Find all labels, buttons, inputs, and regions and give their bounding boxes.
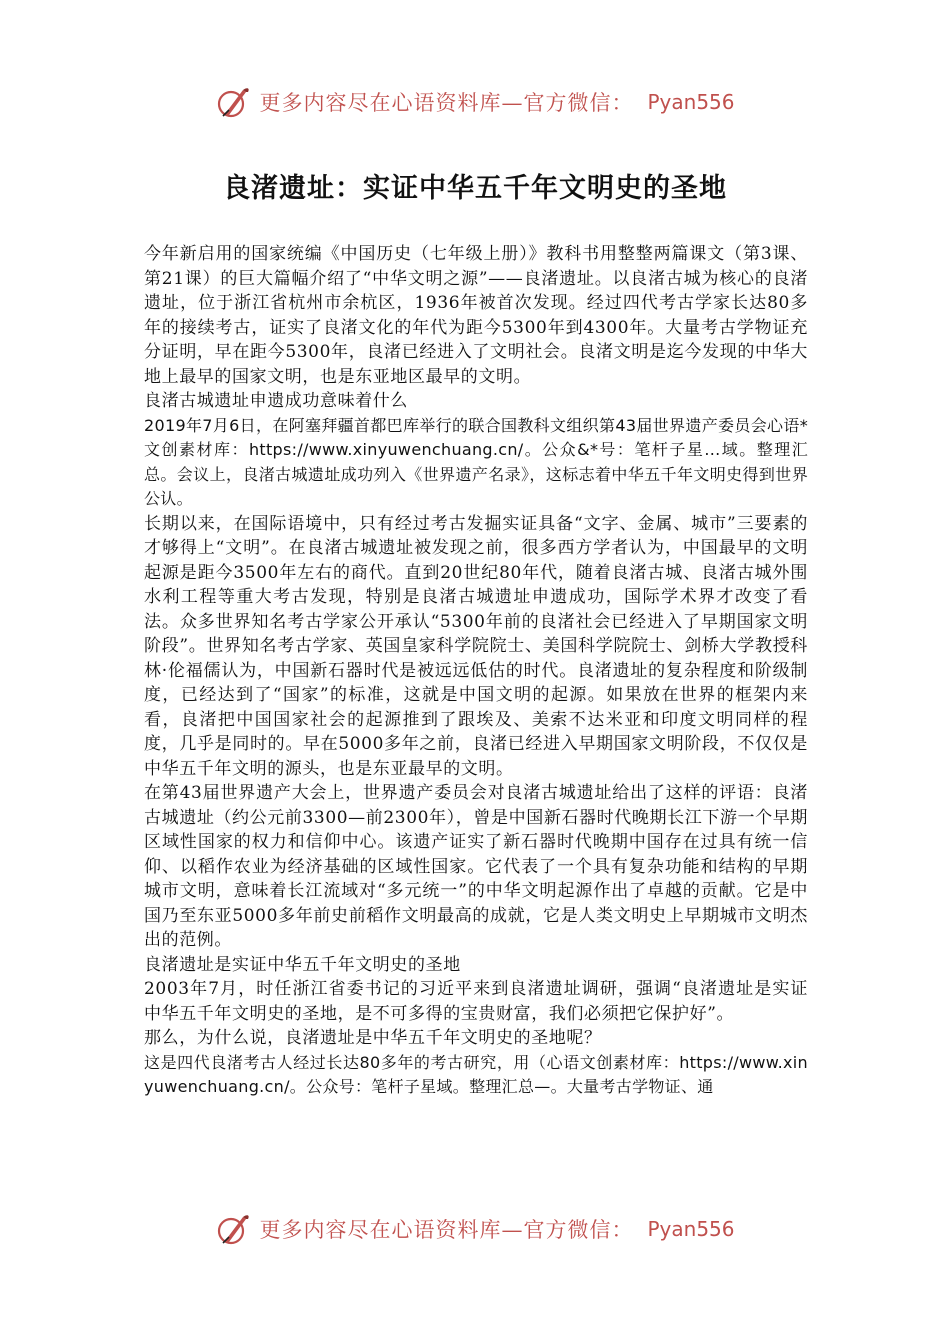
banner-text: 更多内容尽在心语资料库—官方微信： bbox=[259, 91, 634, 115]
quill-pen-logo-icon bbox=[215, 84, 251, 120]
banner-wechat-handle: Pyan556 bbox=[647, 90, 735, 114]
header-banner bbox=[0, 80, 950, 124]
paragraph-question: 那么，为什么说，良渚遗址是中华五千年文明史的圣地呢？ bbox=[144, 1028, 602, 1048]
paragraph-intro: 今年新启用的国家统编《中国历史（七年级上册）》教科书用整整两篇课文（第3课、第21课）的巨大篇幅介绍了“中华文明之源”——良渚遗址。以良渚古城为核心的良渚遗址，位于浙江省杭州市余杭区，1936年被首次发现。经过四代考古学家长达80多年的接续考古，证实了良渚文化的年代为距今5300年到4300年。大量考古学物证充分证明，早在距今5300年，良渚已经进入了文明社会。良渚文明是迄今发现的中华大地上最早的国家文明，也是东亚地区最早的文明。 bbox=[144, 244, 808, 387]
paragraph-2003-visit: 2003年7月，时任浙江省委书记的习近平来到良渚遗址调研，强调“良渚遗址是实证中华五千年文明史的圣地，是不可多得的宝贵财富，我们必须把它保护好”。 bbox=[144, 979, 808, 1024]
paragraph-research: 这是四代良渚考古人经过长达80多年的考古研究，用（心语文创素材库：https://www.xinyuwenchuang.cn/。公众号：笔杆子星域。整理汇总—。大量考古学物证、通 bbox=[144, 1052, 808, 1096]
banner-wechat-handle: Pyan556 bbox=[647, 1217, 735, 1241]
section-heading-1: 良渚古城遗址申遗成功意味着什么 bbox=[144, 391, 408, 411]
article-body bbox=[144, 242, 808, 1100]
banner-text: 更多内容尽在心语资料库—官方微信： bbox=[259, 1218, 634, 1242]
paragraph-committee-evaluation: 在第43届世界遗产大会上，世界遗产委员会对良渚古城遗址给出了这样的评语：良渚古城遗址（约公元前3300—前2300年），曾是中国新石器时代晚期长江下游一个早期区域性国家的权力和信仰中心。该遗产证实了新石器时代晚期中国存在过具有统一信仰、以稻作农业为经济基础的区域性国家。它代表了一个具有复杂功能和结构的早期城市文明，意味着长江流域对“多元统一”的中华文明起源作出了卓越的贡献。它是中国乃至东亚5000多年前史前稻作文明最高的成就，它是人类文明史上早期城市文明杰出的范例。 bbox=[144, 783, 808, 950]
document-title: 良渚遗址：实证中华五千年文明史的圣地 bbox=[223, 173, 727, 205]
paragraph-world-heritage: 2019年7月6日，在阿塞拜疆首都巴库举行的联合国教科文组织第43届世界遗产委员会心语*文创素材库：https://www.xinyuwenchuang.cn/。公众&*号：笔杆子星...域。整理汇总。会议上，良渚古城遗址成功列入《世界遗产名录》，这标志着中华五千年文明史得到世界公认。 bbox=[144, 415, 808, 508]
footer-banner bbox=[0, 1207, 950, 1251]
section-heading-2: 良渚遗址是实证中华五千年文明史的圣地 bbox=[144, 954, 461, 975]
quill-pen-logo-icon bbox=[215, 1211, 251, 1247]
paragraph-civilization-recognition: 长期以来，在国际语境中，只有经过考古发掘实证具备“文字、金属、城市”三要素的才够得上“文明”。在良渚古城遗址被发现之前，很多西方学者认为，中国最早的文明起源是距今3500年左右的商代。直到20世纪80年代，随着良渚古城、良渚古城外围水利工程等重大考古发现，特别是良渚古城遗址申遗成功，国际学术界才改变了看法。众多世界知名考古学家公开承认“5300年前的良渚社会已经进入了早期国家文明阶段”。世界知名考古学家、英国皇家科学院院士、美国科学院院士、剑桥大学教授科林·伦福儒认为，中国新石器时代是被远远低估的时代。良渚遗址的复杂程度和阶级制度，已经达到了“国家”的标准，这就是中国文明的起源。如果放在世界的框架内来看，良渚把中国国家社会的起源推到了跟埃及、美索不达米亚和印度文明同样的程度，几乎是同时的。早在5000多年之前，良渚已经进入早期国家文明阶段，不仅仅是中华五千年文明的源头，也是东亚最早的文明。 bbox=[144, 513, 808, 779]
